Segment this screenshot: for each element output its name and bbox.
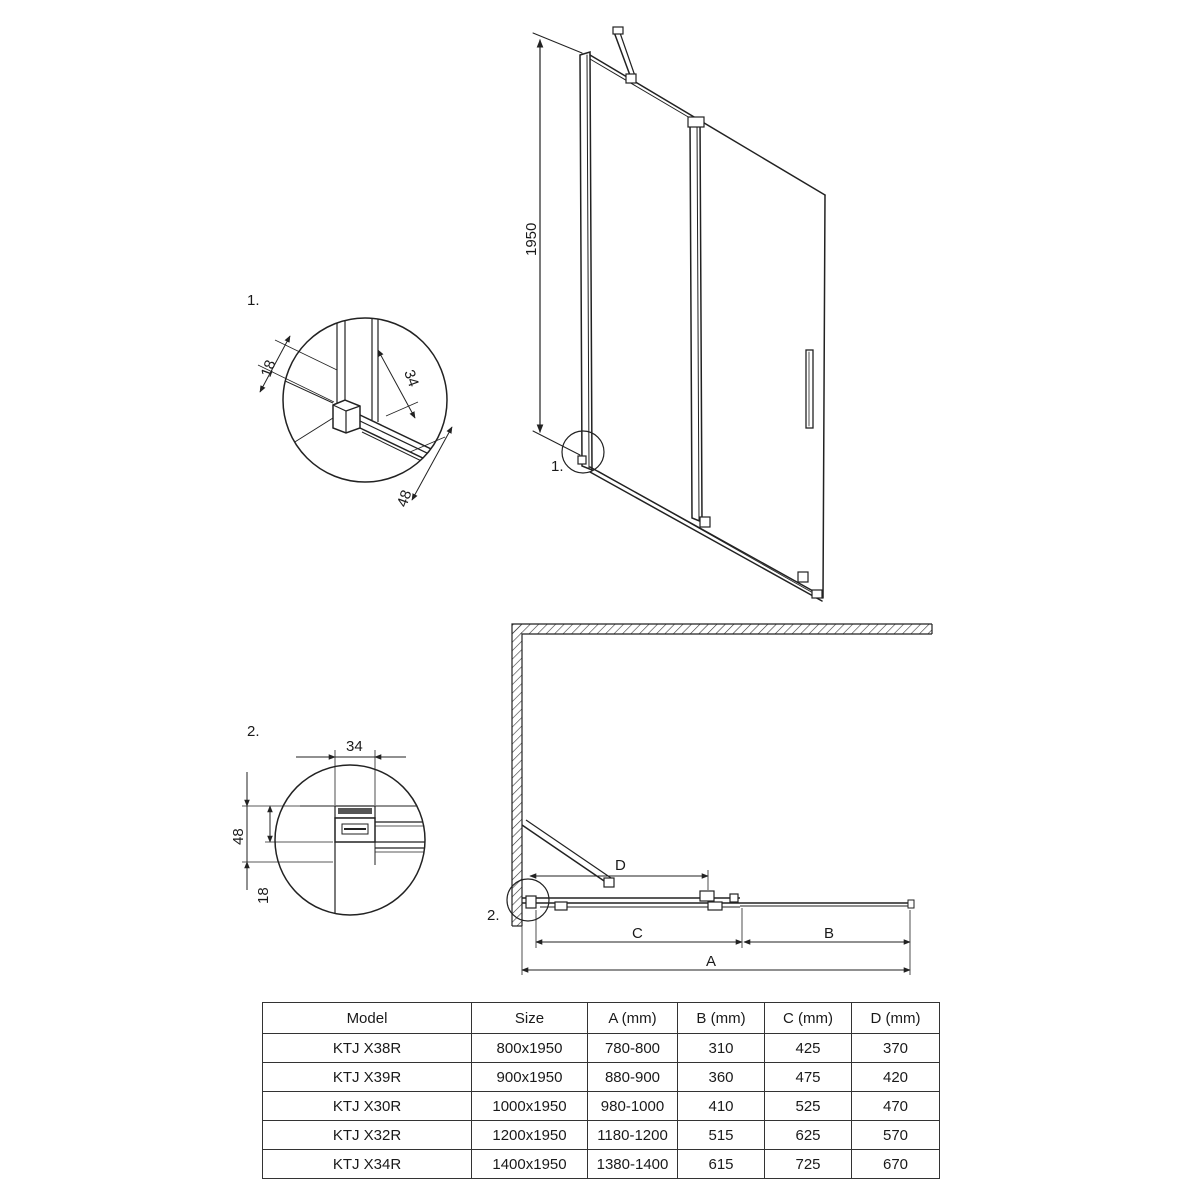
detail-1-caption: 1. — [247, 292, 260, 309]
table-header-row — [263, 1003, 940, 1034]
cell-b: 360 — [678, 1063, 765, 1092]
header-b: B (mm) — [678, 1003, 765, 1034]
cell-size: 900x1950 — [472, 1063, 588, 1092]
header-size: Size — [472, 1003, 588, 1034]
table-row — [263, 1121, 940, 1150]
height-dimension-label: 1950 — [523, 222, 540, 256]
plan-label-c: C — [632, 925, 643, 942]
dimension-table — [262, 1002, 940, 1179]
header-model: Model — [263, 1003, 472, 1034]
cell-b: 410 — [678, 1092, 765, 1121]
cell-size: 800x1950 — [472, 1034, 588, 1063]
cell-c: 625 — [765, 1121, 852, 1150]
table-row — [263, 1063, 940, 1092]
cell-d: 470 — [852, 1092, 940, 1121]
cell-model: KTJ X30R — [263, 1092, 472, 1121]
plan-label-d: D — [615, 857, 626, 874]
cell-d: 670 — [852, 1150, 940, 1179]
cell-model: KTJ X38R — [263, 1034, 472, 1063]
table-row — [263, 1092, 940, 1121]
cell-a: 1180-1200 — [588, 1121, 678, 1150]
detail-1-dim-48: 48 — [393, 487, 416, 510]
plan-detail-callout: 2. — [487, 907, 500, 924]
cell-c: 525 — [765, 1092, 852, 1121]
cell-model: KTJ X34R — [263, 1150, 472, 1179]
header-c: C (mm) — [765, 1003, 852, 1034]
cell-b: 515 — [678, 1121, 765, 1150]
table-row — [263, 1150, 940, 1179]
plan-view — [507, 624, 932, 975]
detail-1-circle — [258, 318, 452, 500]
cell-b: 310 — [678, 1034, 765, 1063]
detail-2-dim-18: 18 — [255, 887, 272, 904]
header-d: D (mm) — [852, 1003, 940, 1034]
detail-1-dim-34: 34 — [400, 367, 422, 390]
cell-a: 980-1000 — [588, 1092, 678, 1121]
cell-a: 780-800 — [588, 1034, 678, 1063]
cell-size: 1000x1950 — [472, 1092, 588, 1121]
cell-c: 425 — [765, 1034, 852, 1063]
table-row — [263, 1034, 940, 1063]
detail-2-dim-34: 34 — [346, 738, 363, 755]
elevation-view — [533, 27, 825, 601]
cell-c: 475 — [765, 1063, 852, 1092]
cell-a: 880-900 — [588, 1063, 678, 1092]
detail-1-dim-18: 18 — [257, 357, 280, 380]
cell-d: 570 — [852, 1121, 940, 1150]
detail-2-caption: 2. — [247, 723, 260, 740]
detail-2-dim-48: 48 — [230, 828, 247, 845]
plan-label-a: A — [706, 953, 717, 970]
cell-size: 1400x1950 — [472, 1150, 588, 1179]
cell-d: 370 — [852, 1034, 940, 1063]
cell-d: 420 — [852, 1063, 940, 1092]
cell-model: KTJ X39R — [263, 1063, 472, 1092]
plan-label-b: B — [824, 925, 835, 942]
cell-model: KTJ X32R — [263, 1121, 472, 1150]
cell-size: 1200x1950 — [472, 1121, 588, 1150]
cell-c: 725 — [765, 1150, 852, 1179]
elevation-detail-callout: 1. — [551, 458, 564, 475]
header-a: A (mm) — [588, 1003, 678, 1034]
cell-a: 1380-1400 — [588, 1150, 678, 1179]
cell-b: 615 — [678, 1150, 765, 1179]
